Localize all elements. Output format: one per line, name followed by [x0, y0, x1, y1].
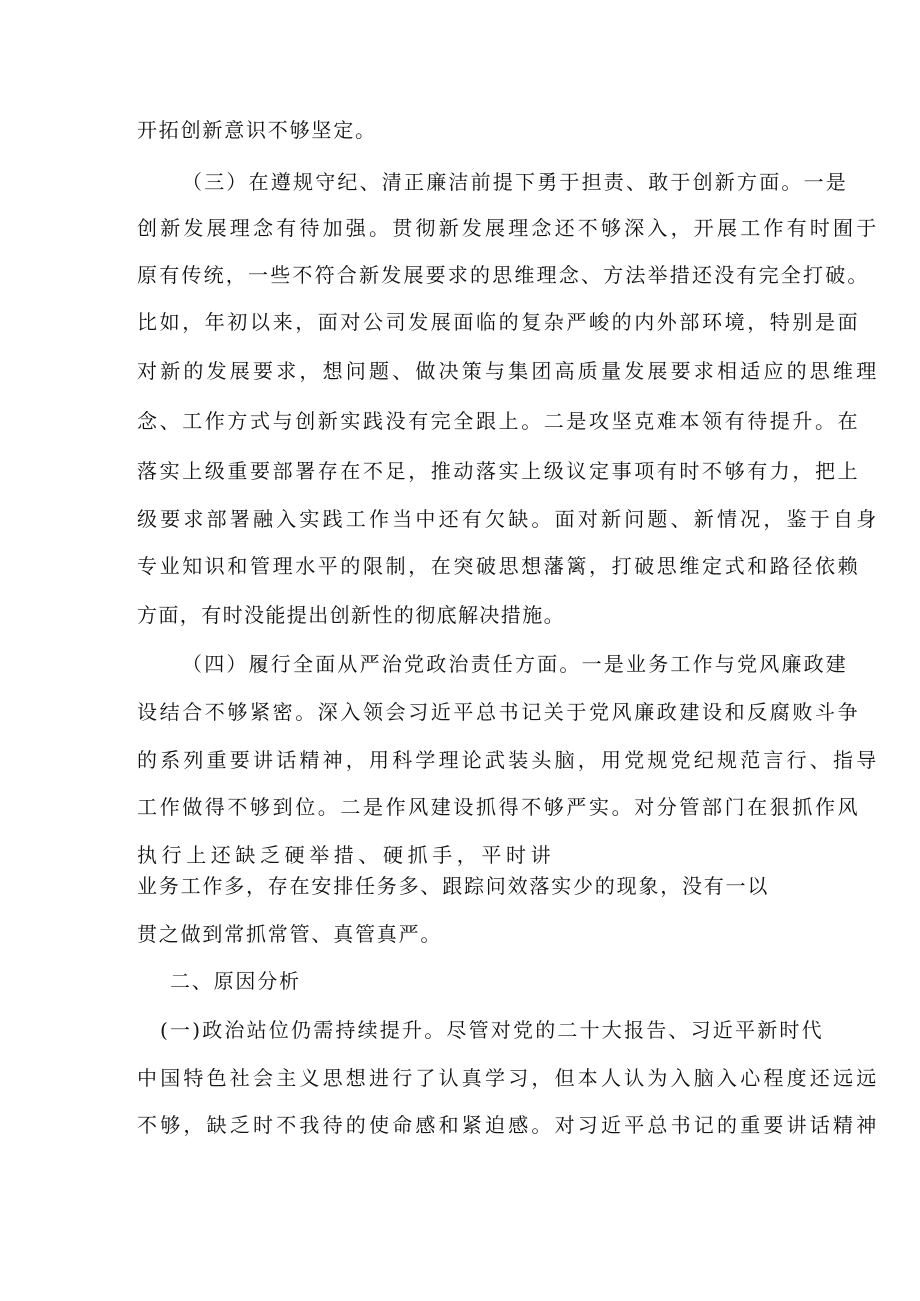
- paragraph-line: 级要求部署融入实践工作当中还有欠缺。面对新问题、新情况，鉴于自身: [137, 507, 880, 531]
- section-heading: 二、原因分析: [170, 969, 301, 993]
- paragraph-line: 对新的发展要求，想问题、做决策与集团高质量发展要求相适应的思维理: [137, 359, 880, 383]
- paragraph-line: 落实上级重要部署存在不足，推动落实上级议定事项有时不够有力，把上: [137, 459, 861, 483]
- paragraph-line: (一)政治站位仍需持续提升。尽管对党的二十大报告、习近平新时代: [160, 1018, 824, 1042]
- paragraph-line: 业务工作多，存在安排任务多、跟踪问效落实少的现象，没有一以: [137, 874, 770, 898]
- paragraph-line: 比如，年初以来，面对公司发展面临的复杂严峻的内外部环境，特别是面: [137, 310, 861, 334]
- paragraph-line: 的系列重要讲话精神，用科学理论武装头脑，用党规党纪规范言行、指导: [137, 748, 880, 772]
- paragraph-line: 开拓创新意识不够坚定。: [137, 118, 377, 142]
- paragraph-line: 执行上还缺乏硬举措、硬抓手，平时讲: [137, 843, 556, 867]
- paragraph-line: （四）履行全面从严治党政治责任方面。一是业务工作与党风廉政建: [182, 652, 848, 676]
- paragraph-line: 工作做得不够到位。二是作风建设抓得不够严实。对分管部门在狠抓作风: [137, 795, 861, 819]
- paragraph-line: 念、工作方式与创新实践没有完全跟上。二是攻坚克难本领有待提升。在: [137, 409, 861, 433]
- paragraph-line: 原有传统，一些不符合新发展要求的思维理念、方法举措还没有完全打破。: [137, 263, 870, 287]
- paragraph-line: 不够，缺乏时不我待的使命感和紧迫感。对习近平总书记的重要讲话精神: [137, 1113, 880, 1137]
- paragraph-line: 方面，有时没能提出创新性的彻底解决措施。: [137, 603, 565, 627]
- paragraph-line: 创新发展理念有待加强。贯彻新发展理念还不够深入，开展工作有时囿于: [137, 216, 880, 240]
- paragraph-line: 设结合不够紧密。深入领会习近平总书记关于党风廉政建设和反腐败斗争: [137, 700, 861, 724]
- paragraph-line: 专业知识和管理水平的限制，在突破思想藩篱，打破思维定式和路径依赖: [137, 554, 861, 578]
- paragraph-line: 贯之做到常抓常管、真管真严。: [137, 922, 443, 946]
- paragraph-line: 中国特色社会主义思想进行了认真学习，但本人认为入脑入心程度还远远: [137, 1066, 880, 1090]
- paragraph-line: （三）在遵规守纪、清正廉洁前提下勇于担责、敢于创新方面。一是: [182, 170, 848, 194]
